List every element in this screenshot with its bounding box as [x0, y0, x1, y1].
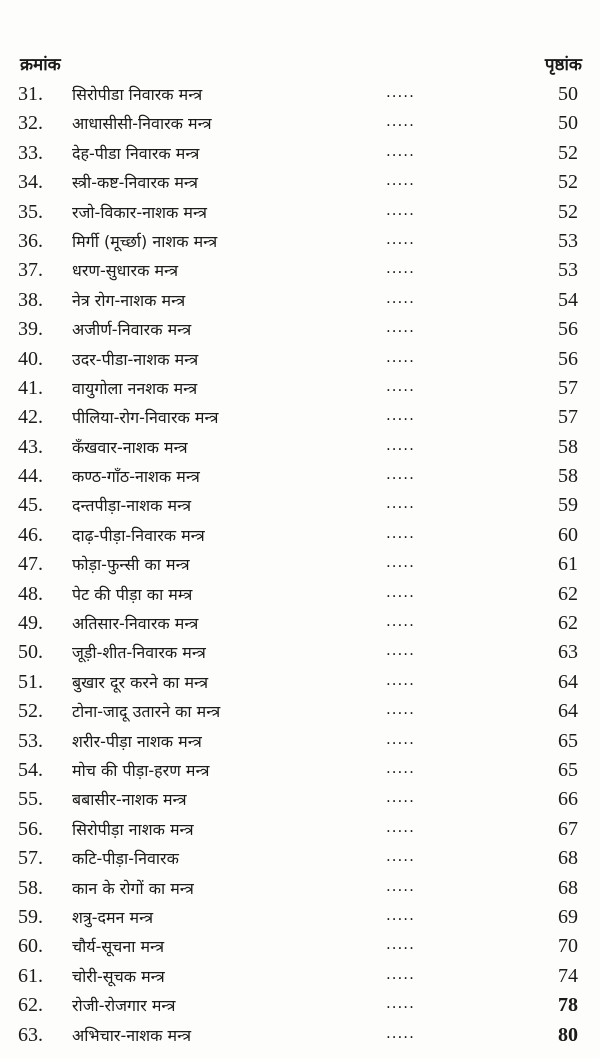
entry-title: स्त्री-कष्ट-निवारक मन्त्र: [72, 173, 198, 193]
entry-title: कान के रोगों का मन्त्र: [72, 878, 194, 898]
entry-leader-dots: .....: [386, 318, 415, 337]
entry-page-number: 78: [558, 994, 578, 1017]
contents-entry: [0, 580, 600, 609]
entry-title: कँखवार-नाशक मन्त्र: [72, 437, 188, 457]
entry-number: 33.: [18, 141, 43, 164]
entry-leader-dots: .....: [386, 347, 415, 366]
entry-number: 40.: [18, 347, 43, 370]
contents-entry: [0, 609, 600, 638]
entry-page-number: 67: [558, 817, 578, 840]
contents-entry: [0, 844, 600, 873]
entry-title: कटि-पीड़ा-निवारक: [72, 849, 179, 869]
entry-leader-dots: .....: [386, 817, 415, 836]
entry-number: 51.: [18, 670, 43, 693]
entry-number: 57.: [18, 847, 43, 870]
entry-leader-dots: .....: [386, 964, 415, 983]
entry-page-number: 52: [558, 171, 578, 194]
contents-entry: [0, 962, 600, 991]
entry-title: दन्तपीड़ा-नाशक मन्त्र: [72, 496, 192, 516]
entry-title: अजीर्ण-निवारक मन्त्र: [72, 320, 192, 340]
contents-entry: [0, 80, 600, 109]
entry-title: उदर-पीडा-नाशक मन्त्र: [72, 349, 199, 369]
contents-entry: [0, 345, 600, 374]
entry-number: 55.: [18, 788, 43, 811]
entry-number: 53.: [18, 729, 43, 752]
entry-page-number: 52: [558, 200, 578, 223]
entry-leader-dots: .....: [386, 994, 415, 1013]
entry-page-number: 58: [558, 435, 578, 458]
contents-entry: [0, 638, 600, 667]
entry-number: 60.: [18, 935, 43, 958]
contents-entry: [0, 785, 600, 814]
contents-entry: [0, 727, 600, 756]
contents-entry: [0, 462, 600, 491]
entry-number: 43.: [18, 435, 43, 458]
entry-leader-dots: .....: [386, 582, 415, 601]
contents-entry: [0, 991, 600, 1020]
entry-page-number: 68: [558, 847, 578, 870]
entry-page-number: 61: [558, 553, 578, 576]
entry-page-number: 54: [558, 288, 578, 311]
entry-leader-dots: .....: [386, 288, 415, 307]
entry-title: मिर्गी (मूर्च्छा) नाशक मन्त्र: [72, 231, 218, 251]
entry-leader-dots: .....: [386, 259, 415, 278]
contents-entry: [0, 874, 600, 903]
entry-leader-dots: .....: [386, 465, 415, 484]
entry-page-number: 53: [558, 259, 578, 282]
contents-entry: [0, 139, 600, 168]
entry-number: 37.: [18, 259, 43, 282]
entry-page-number: 65: [558, 758, 578, 781]
entry-page-number: 64: [558, 670, 578, 693]
contents-entry: [0, 697, 600, 726]
contents-entry: [0, 521, 600, 550]
entry-number: 36.: [18, 229, 43, 252]
entry-page-number: 60: [558, 523, 578, 546]
entry-leader-dots: .....: [386, 553, 415, 572]
contents-list: [0, 80, 600, 1050]
entry-leader-dots: .....: [386, 758, 415, 777]
entry-number: 31.: [18, 83, 43, 105]
contents-entry: [0, 491, 600, 520]
entry-number: 56.: [18, 817, 43, 840]
entry-title: चोरी-सूचक मन्त्र: [72, 966, 165, 986]
entry-title: नेत्र रोग-नाशक मन्त्र: [72, 290, 186, 310]
entry-page-number: 57: [558, 406, 578, 429]
contents-entry: [0, 168, 600, 197]
entry-title: बुखार दूर करने का मन्त्र: [72, 672, 209, 692]
entry-leader-dots: .....: [386, 376, 415, 395]
entry-page-number: 74: [558, 964, 578, 987]
entry-leader-dots: .....: [386, 200, 415, 219]
contents-entry: [0, 315, 600, 344]
entry-page-number: 66: [558, 788, 578, 811]
entry-page-number: 65: [558, 729, 578, 752]
entry-leader-dots: .....: [386, 1023, 415, 1042]
entry-title: मोच की पीड़ा-हरण मन्त्र: [72, 760, 210, 780]
entry-leader-dots: .....: [386, 670, 415, 689]
entry-number: 61.: [18, 964, 43, 987]
entry-number: 49.: [18, 612, 43, 635]
entry-title: फोड़ा-फुन्सी का मन्त्र: [72, 555, 190, 575]
entry-number: 62.: [18, 994, 43, 1017]
entry-page-number: 70: [558, 935, 578, 958]
contents-entry: [0, 903, 600, 932]
contents-entry: [0, 256, 600, 285]
contents-entry: [0, 756, 600, 785]
entry-page-number: 68: [558, 876, 578, 899]
contents-entry: [0, 668, 600, 697]
entry-leader-dots: .....: [386, 141, 415, 160]
entry-leader-dots: .....: [386, 83, 415, 101]
entry-title: देह-पीडा निवारक मन्त्र: [72, 143, 200, 163]
entry-page-number: 63: [558, 641, 578, 664]
entry-title: कण्ठ-गाँठ-नाशक मन्त्र: [72, 467, 200, 487]
entry-leader-dots: .....: [386, 435, 415, 454]
entry-page-number: 62: [558, 582, 578, 605]
entry-title: सिरोपीडा निवारक मन्त्र: [72, 85, 203, 104]
entry-page-number: 52: [558, 141, 578, 164]
entry-title: धरण-सुधारक मन्त्र: [72, 261, 179, 281]
entry-number: 59.: [18, 905, 43, 928]
entry-number: 34.: [18, 171, 43, 194]
entry-number: 46.: [18, 523, 43, 546]
serial-number-heading: क्रमांक: [20, 55, 61, 75]
contents-entry: [0, 403, 600, 432]
entry-number: 45.: [18, 494, 43, 517]
entry-number: 54.: [18, 758, 43, 781]
entry-leader-dots: .....: [386, 700, 415, 719]
entry-title: शरीर-पीड़ा नाशक मन्त्र: [72, 731, 202, 751]
entry-title: जूड़ी-शीत-निवारक मन्त्र: [72, 643, 206, 663]
entry-title: अतिसार-निवारक मन्त्र: [72, 614, 199, 634]
entry-title: टोना-जादू उतारने का मन्त्र: [72, 702, 221, 722]
entry-leader-dots: .....: [386, 935, 415, 954]
entry-title: रजो-विकार-नाशक मन्त्र: [72, 202, 208, 222]
entry-number: 42.: [18, 406, 43, 429]
entry-leader-dots: .....: [386, 876, 415, 895]
contents-entry: [0, 433, 600, 462]
entry-number: 44.: [18, 465, 43, 488]
entry-leader-dots: .....: [386, 229, 415, 248]
entry-page-number: 58: [558, 465, 578, 488]
entry-page-number: 69: [558, 905, 578, 928]
contents-entry: [0, 374, 600, 403]
entry-title: अभिचार-नाशक मन्त्र: [72, 1025, 192, 1045]
entry-number: 52.: [18, 700, 43, 723]
page-number-heading: पृष्ठांक: [544, 55, 582, 75]
entry-number: 47.: [18, 553, 43, 576]
contents-entry: [0, 550, 600, 579]
entry-title: शत्रु-दमन मन्त्र: [72, 907, 154, 927]
entry-number: 63.: [18, 1023, 43, 1046]
entry-number: 50.: [18, 641, 43, 664]
contents-entry: [0, 198, 600, 227]
entry-leader-dots: .....: [386, 612, 415, 631]
entry-page-number: 50: [558, 112, 578, 135]
entry-page-number: 62: [558, 612, 578, 635]
entry-number: 38.: [18, 288, 43, 311]
entry-leader-dots: .....: [386, 406, 415, 425]
entry-page-number: 80: [558, 1023, 578, 1046]
entry-leader-dots: .....: [386, 171, 415, 190]
entry-leader-dots: .....: [386, 494, 415, 513]
contents-entry: [0, 227, 600, 256]
entry-page-number: 56: [558, 347, 578, 370]
entry-title: पेट की पीड़ा का मम्त्र: [72, 584, 193, 604]
entry-title: आधासीसी-निवारक मन्त्र: [72, 114, 212, 134]
entry-number: 41.: [18, 376, 43, 399]
entry-page-number: 56: [558, 318, 578, 341]
entry-title: वायुगोला ननशक मन्त्र: [72, 378, 198, 398]
contents-entry: [0, 286, 600, 315]
entry-title: बबासीर-नाशक मन्त्र: [72, 790, 187, 810]
contents-entry: [0, 1021, 600, 1050]
entry-number: 58.: [18, 876, 43, 899]
entry-leader-dots: .....: [386, 788, 415, 807]
entry-number: 32.: [18, 112, 43, 135]
entry-leader-dots: .....: [386, 112, 415, 131]
entry-leader-dots: .....: [386, 641, 415, 660]
entry-title: चौर्य-सूचना मन्त्र: [72, 937, 165, 957]
entry-page-number: 64: [558, 700, 578, 723]
contents-entry: [0, 109, 600, 138]
entry-leader-dots: .....: [386, 905, 415, 924]
contents-entry: [0, 815, 600, 844]
entry-page-number: 50: [558, 83, 578, 105]
entry-number: 39.: [18, 318, 43, 341]
entry-number: 48.: [18, 582, 43, 605]
contents-entry: [0, 932, 600, 961]
entry-title: सिरोपीड़ा नाशक मन्त्र: [72, 819, 194, 839]
entry-page-number: 53: [558, 229, 578, 252]
entry-title: रोजी-रोजगार मन्त्र: [72, 996, 176, 1016]
entry-title: दाढ़-पीड़ा-निवारक मन्त्र: [72, 525, 205, 545]
entry-leader-dots: .....: [386, 523, 415, 542]
table-header: [0, 52, 600, 78]
entry-page-number: 57: [558, 376, 578, 399]
entry-page-number: 59: [558, 494, 578, 517]
entry-title: पीलिया-रोग-निवारक मन्त्र: [72, 408, 219, 428]
entry-leader-dots: .....: [386, 729, 415, 748]
entry-number: 35.: [18, 200, 43, 223]
entry-leader-dots: .....: [386, 847, 415, 866]
